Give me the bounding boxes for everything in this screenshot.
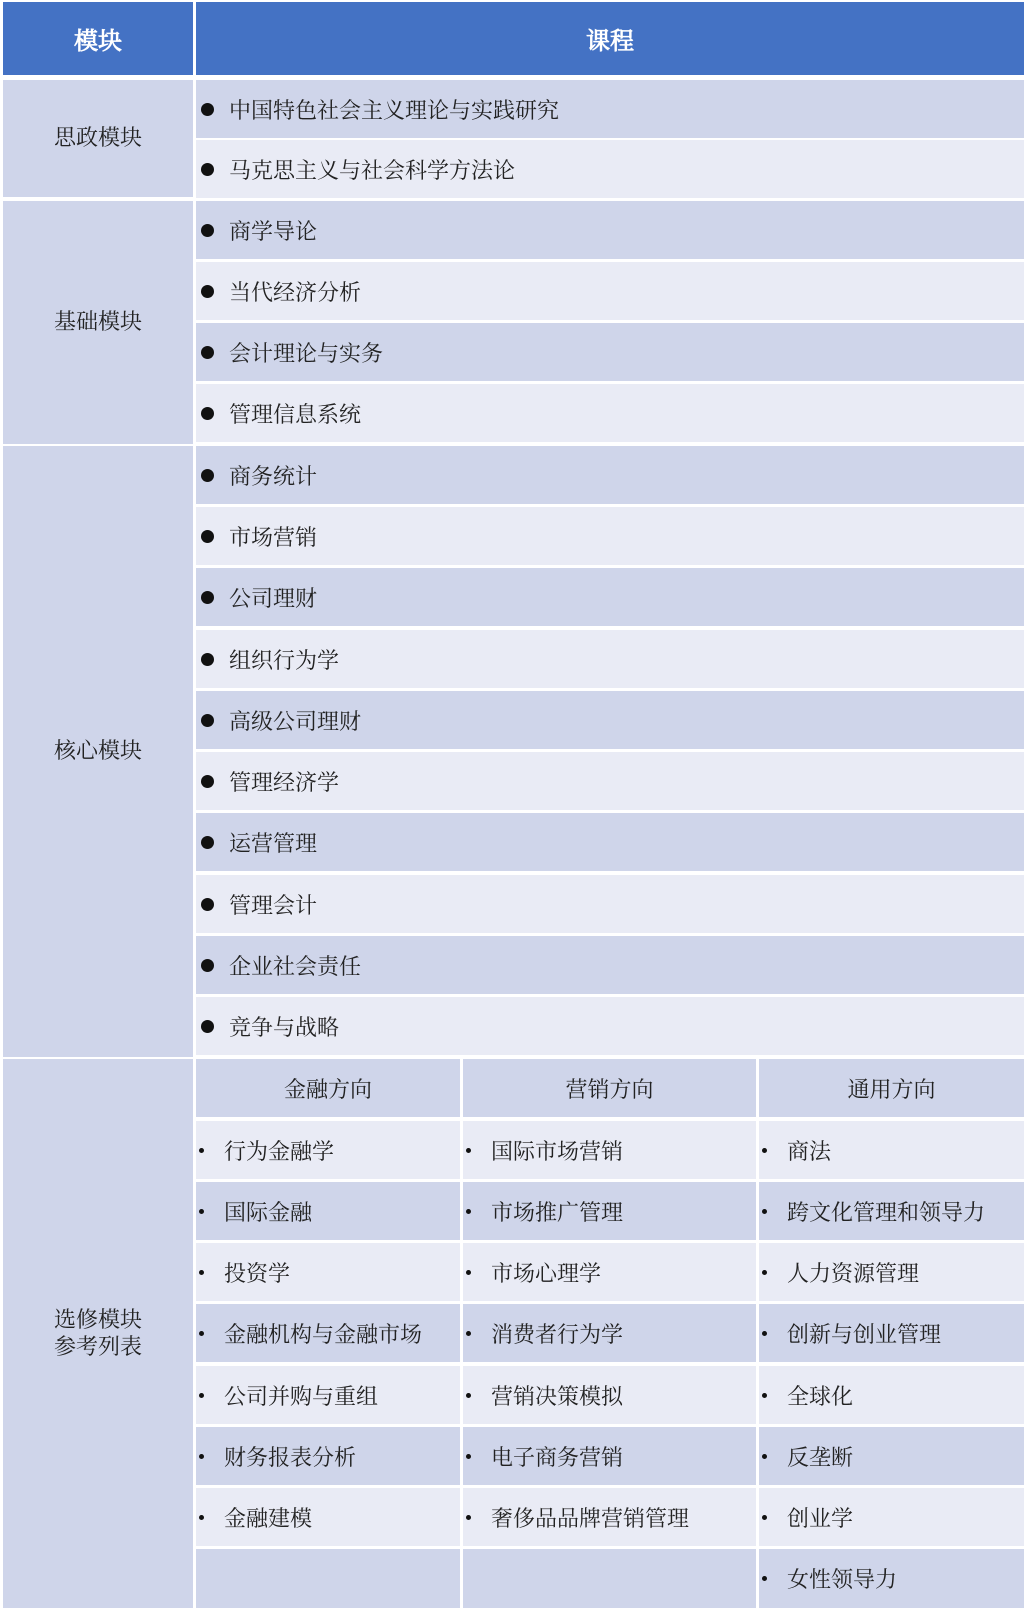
bullet-icon [201,224,214,237]
elective-cell [759,1304,1024,1362]
elective-cell [196,1304,460,1362]
course-row [196,568,1024,626]
elective-cell [463,1121,756,1179]
bullet-icon [762,1454,767,1459]
elective-cell [196,1488,460,1546]
course-label: 商务统计 [229,464,318,490]
direction-header-general [759,1059,1024,1117]
bullet-icon [199,1393,204,1398]
course-row [196,507,1024,565]
course-label: 创新与创业管理 [787,1322,942,1348]
direction-title: 营销方向 [565,1077,654,1103]
bullet-icon [201,898,214,911]
direction-header-finance [196,1059,460,1117]
elective-cell [759,1549,1024,1608]
bullet-icon [762,1331,767,1336]
bullet-icon [466,1209,471,1214]
bullet-icon [466,1270,471,1275]
bullet-icon [762,1515,767,1520]
bullet-icon [201,530,214,543]
bullet-icon [201,714,214,727]
bullet-icon [762,1393,767,1398]
bullet-icon [199,1454,204,1459]
course-label: 电子商务营销 [491,1445,624,1471]
course-label: 反垄断 [787,1445,854,1471]
bullet-icon [466,1454,471,1459]
course-label: 投资学 [224,1261,291,1287]
elective-cell [463,1366,756,1424]
elective-cell [463,1488,756,1546]
course-row [196,201,1024,259]
course-row [196,262,1024,320]
header-course-label: 课程 [586,27,634,55]
bullet-icon [201,775,214,788]
elective-cell-empty [196,1549,460,1608]
course-label: 竞争与战略 [229,1015,340,1041]
course-label: 管理经济学 [229,770,340,796]
bullet-icon [762,1209,767,1214]
bullet-icon [201,591,214,604]
course-row [196,323,1024,381]
course-label: 市场营销 [229,525,318,551]
course-label: 企业社会责任 [229,954,362,980]
module-name-line2: 参考列表 [53,1334,142,1360]
course-label: 国际市场营销 [491,1139,624,1165]
course-label: 财务报表分析 [224,1445,357,1471]
bullet-icon [201,959,214,972]
course-label: 高级公司理财 [229,709,362,735]
course-row [196,813,1024,871]
elective-cell [463,1304,756,1362]
course-row [196,630,1024,688]
course-label: 奢侈品品牌营销管理 [491,1506,690,1532]
course-label: 管理会计 [229,893,318,919]
course-label: 组织行为学 [229,648,340,674]
bullet-icon [762,1270,767,1275]
module-sizheng [3,80,193,197]
bullet-icon [201,346,214,359]
elective-cell [196,1182,460,1240]
bullet-icon [201,469,214,482]
module-jichu [3,201,193,444]
course-label: 金融建模 [224,1506,313,1532]
elective-cell [463,1243,756,1301]
bullet-icon [201,836,214,849]
bullet-icon [466,1331,471,1336]
elective-cell [759,1366,1024,1424]
course-label: 商法 [787,1139,832,1165]
course-label: 金融机构与金融市场 [224,1322,423,1348]
module-name-line1: 选修模块 [53,1307,142,1333]
course-label: 全球化 [787,1384,854,1410]
course-label: 当代经济分析 [229,280,362,306]
direction-title: 通用方向 [847,1077,936,1103]
elective-cell [759,1182,1024,1240]
course-row [196,446,1024,504]
course-row [196,997,1024,1055]
course-label: 跨文化管理和领导力 [787,1200,986,1226]
elective-cell [196,1427,460,1485]
bullet-icon [201,653,214,666]
course-label: 运营管理 [229,831,318,857]
bullet-icon [201,285,214,298]
elective-cell-empty [463,1549,756,1608]
course-label: 马克思主义与社会科学方法论 [229,158,516,184]
header-module-label: 模块 [74,27,122,55]
bullet-icon [199,1270,204,1275]
direction-header-marketing [463,1059,756,1117]
elective-cell [196,1121,460,1179]
bullet-icon [199,1515,204,1520]
bullet-icon [466,1515,471,1520]
course-row [196,140,1024,198]
bullet-icon [201,407,214,420]
course-row [196,384,1024,442]
bullet-icon [762,1576,767,1581]
direction-title: 金融方向 [283,1077,372,1103]
header-module-cell [3,2,193,75]
course-label: 商学导论 [229,219,318,245]
elective-cell [196,1243,460,1301]
module-hexin [3,446,193,1057]
bullet-icon [762,1148,767,1153]
bullet-icon [201,1020,214,1033]
course-row [196,875,1024,933]
module-name: 思政模块 [53,126,142,151]
course-label: 营销决策模拟 [491,1384,624,1410]
bullet-icon [201,163,214,176]
elective-cell [759,1427,1024,1485]
module-name: 核心模块 [53,739,142,764]
elective-cell [759,1121,1024,1179]
elective-cell [196,1366,460,1424]
course-row [196,80,1024,138]
bullet-icon [199,1331,204,1336]
elective-cell [759,1243,1024,1301]
bullet-icon [201,103,214,116]
elective-cell [759,1488,1024,1546]
bullet-icon [466,1148,471,1153]
course-label: 公司并购与重组 [224,1384,379,1410]
course-label: 会计理论与实务 [229,341,384,367]
course-row [196,752,1024,810]
course-row [196,936,1024,994]
elective-cell [463,1182,756,1240]
course-label: 市场心理学 [491,1261,602,1287]
course-label: 行为金融学 [224,1139,335,1165]
course-label: 中国特色社会主义理论与实践研究 [229,98,560,124]
course-label: 管理信息系统 [229,402,362,428]
module-xuanxiu [3,1059,193,1608]
course-label: 女性领导力 [787,1568,898,1593]
header-course-cell [196,2,1024,75]
course-label: 市场推广管理 [491,1200,624,1226]
course-label: 人力资源管理 [787,1261,920,1287]
elective-cell [463,1427,756,1485]
bullet-icon [199,1209,204,1214]
course-label: 创业学 [787,1506,854,1532]
course-label: 公司理财 [229,586,318,612]
course-label: 国际金融 [224,1200,313,1226]
bullet-icon [466,1393,471,1398]
bullet-icon [199,1148,204,1153]
course-label: 消费者行为学 [491,1322,624,1348]
course-row [196,691,1024,749]
module-name: 基础模块 [53,310,142,335]
